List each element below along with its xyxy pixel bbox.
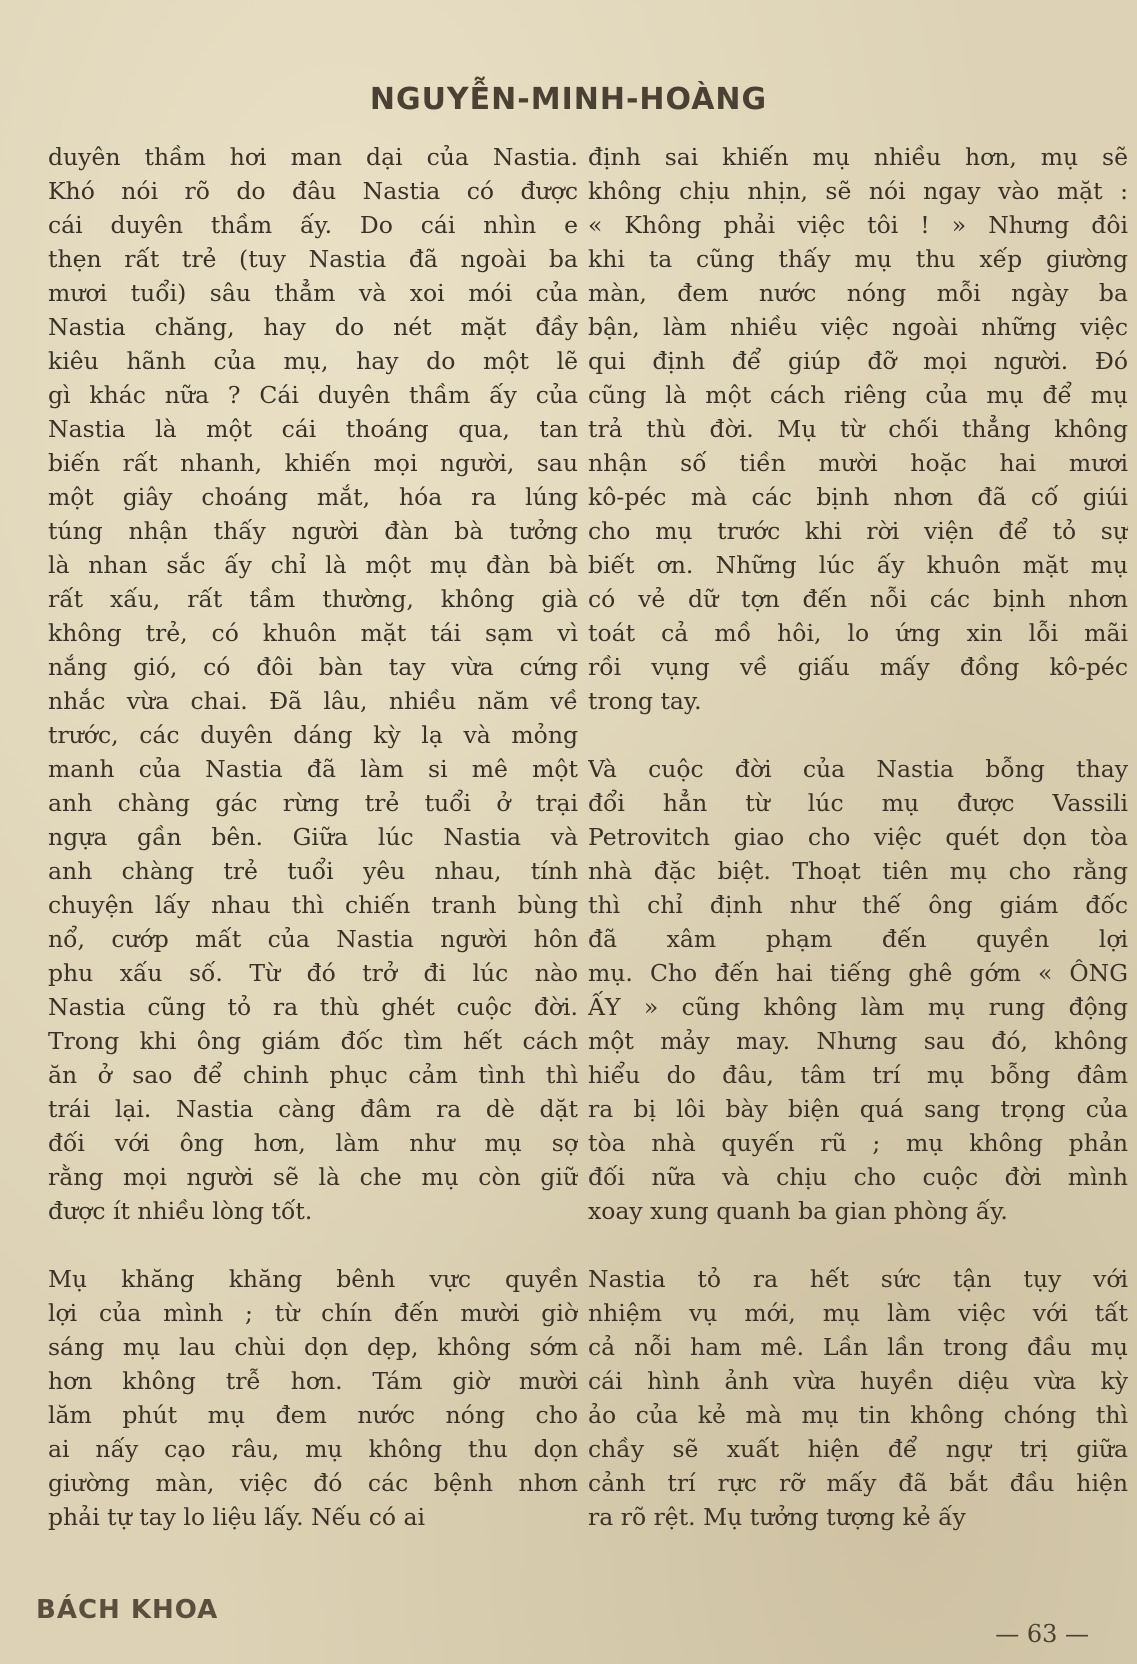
text-line: ảo của kẻ mà mụ tin không chóng thì <box>588 1401 1128 1429</box>
text-line: phải tự tay lo liệu lấy. Nếu có ai <box>48 1503 426 1531</box>
text-line: đã xâm phạm đến quyền lợi <box>588 925 1128 953</box>
paragraph-gap <box>588 1228 1128 1262</box>
text-line: xoay xung quanh ba gian phòng ấy. <box>588 1197 1008 1225</box>
page-number: — 63 — <box>995 1620 1089 1648</box>
text-line: nhắc vừa chai. Đã lâu, nhiều năm về <box>48 687 578 715</box>
text-line: nhiệm vụ mới, mụ làm việc với tất <box>588 1299 1128 1327</box>
text-line: toát cả mồ hôi, lo ứng xin lỗi mãi <box>588 619 1128 647</box>
text-line: rất xấu, rất tầm thường, không già <box>48 585 578 613</box>
text-line: một mảy may. Nhưng sau đó, không <box>588 1027 1128 1055</box>
text-line: trái lại. Nastia càng đâm ra dè dặt <box>48 1095 578 1123</box>
text-line: Nastia là một cái thoáng qua, tan <box>48 415 578 443</box>
text-line: « Không phải việc tôi ! » Nhưng đôi <box>588 211 1128 239</box>
text-line: gì khác nữa ? Cái duyên thầm ấy của <box>48 381 578 409</box>
text-line: biết ơn. Những lúc ấy khuôn mặt mụ <box>588 551 1128 579</box>
text-line: ai nấy cạo râu, mụ không thu dọn <box>48 1435 578 1463</box>
text-line: ra rõ rệt. Mụ tưởng tượng kẻ ấy <box>588 1503 966 1531</box>
right-column <box>588 140 1128 1534</box>
text-line: lăm phút mụ đem nước nóng cho <box>48 1401 578 1429</box>
text-line: được ít nhiều lòng tốt. <box>48 1197 313 1225</box>
text-line: nắng gió, có đôi bàn tay vừa cứng <box>48 653 578 681</box>
text-line: anh chàng gác rừng trẻ tuổi ở trại <box>48 789 578 817</box>
paragraph <box>588 140 1128 718</box>
text-line: qui định để giúp đỡ mọi người. Đó <box>588 347 1128 375</box>
text-line: chuyện lấy nhau thì chiến tranh bùng <box>48 891 578 919</box>
paragraph <box>588 752 1128 1228</box>
text-line: thì chỉ định như thế ông giám đốc <box>588 891 1128 919</box>
text-line: biến rất nhanh, khiến mọi người, sau <box>48 449 578 477</box>
text-line: nhà đặc biệt. Thoạt tiên mụ cho rằng <box>588 857 1128 885</box>
text-line: Nastia chăng, hay do nét mặt đầy <box>48 313 578 341</box>
paragraph-gap <box>48 1228 578 1262</box>
text-line: đổi hẳn từ lúc mụ được Vassili <box>588 789 1128 817</box>
text-line: tòa nhà quyến rũ ; mụ không phản <box>588 1129 1128 1157</box>
text-line: cả nỗi ham mê. Lần lần trong đầu mụ <box>588 1333 1128 1361</box>
text-line: kiêu hãnh của mụ, hay do một lẽ <box>48 347 578 375</box>
text-line: trước, các duyên dáng kỳ lạ và mỏng <box>48 721 578 749</box>
text-line: rằng mọi người sẽ là che mụ còn giữ <box>48 1163 578 1191</box>
text-line: phu xấu số. Từ đó trở đi lúc nào <box>48 959 578 987</box>
text-line: bận, làm nhiều việc ngoài những việc <box>588 313 1128 341</box>
text-line: túng nhận thấy người đàn bà tưởng <box>48 517 578 545</box>
text-line: cái duyên thầm ấy. Do cái nhìn e <box>48 211 578 239</box>
paragraph <box>588 1262 1128 1534</box>
text-line: đối với ông hơn, làm như mụ sợ <box>48 1129 578 1157</box>
text-line: ra bị lôi bày biện quá sang trọng của <box>588 1095 1128 1123</box>
text-line: thẹn rất trẻ (tuy Nastia đã ngoài ba <box>48 245 578 273</box>
text-line: rồi vụng về giấu mấy đồng kô-péc <box>588 653 1128 681</box>
text-line: không trẻ, có khuôn mặt tái sạm vì <box>48 619 578 647</box>
text-line: chầy sẽ xuất hiện để ngự trị giữa <box>588 1435 1128 1463</box>
text-line: ăn ở sao để chinh phục cảm tình thì <box>48 1061 578 1089</box>
text-line: Mụ khăng khăng bênh vực quyền <box>48 1265 578 1293</box>
text-line: định sai khiến mụ nhiều hơn, mụ sẽ <box>588 143 1128 171</box>
text-line: nhận số tiền mười hoặc hai mươi <box>588 449 1128 477</box>
text-line: khi ta cũng thấy mụ thu xếp giường <box>588 245 1128 273</box>
text-line: là nhan sắc ấy chỉ là một mụ đàn bà <box>48 551 578 579</box>
text-line: Nastia cũng tỏ ra thù ghét cuộc đời. <box>48 993 578 1021</box>
text-line: Petrovitch giao cho việc quét dọn tòa <box>588 823 1128 851</box>
text-line: một giây choáng mắt, hóa ra lúng <box>48 483 578 511</box>
text-line: anh chàng trẻ tuổi yêu nhau, tính <box>48 857 578 885</box>
text-line: giường màn, việc đó các bệnh nhơn <box>48 1469 578 1497</box>
text-line: lợi của mình ; từ chín đến mười giờ <box>48 1299 578 1327</box>
text-line: hơn không trễ hơn. Tám giờ mười <box>48 1367 578 1395</box>
text-line: hiểu do đâu, tâm trí mụ bỗng đâm <box>588 1061 1128 1089</box>
paragraph <box>48 1262 578 1534</box>
text-line: Và cuộc đời của Nastia bỗng thay <box>588 755 1128 783</box>
text-line: mụ. Cho đến hai tiếng ghê gớm « ÔNG <box>588 959 1128 987</box>
text-line: không chịu nhịn, sẽ nói ngay vào mặt : <box>588 177 1128 205</box>
magazine-name: BÁCH KHOA <box>36 1595 219 1625</box>
text-line: trong tay. <box>588 687 702 715</box>
left-column <box>48 140 578 1534</box>
text-line: cho mụ trước khi rời viện để tỏ sự <box>588 517 1128 545</box>
text-line: ngựa gần bên. Giữa lúc Nastia và <box>48 823 578 851</box>
text-line: Khó nói rõ do đâu Nastia có được <box>48 177 578 205</box>
text-line: Trong khi ông giám đốc tìm hết cách <box>48 1027 578 1055</box>
text-line: cảnh trí rực rỡ mấy đã bắt đầu hiện <box>588 1469 1128 1497</box>
text-line: manh của Nastia đã làm si mê một <box>48 755 578 783</box>
text-line: Nastia tỏ ra hết sức tận tụy với <box>588 1265 1128 1293</box>
text-line: ẤY » cũng không làm mụ rung động <box>588 993 1128 1021</box>
text-line: sáng mụ lau chùi dọn dẹp, không sớm <box>48 1333 578 1361</box>
text-line: nổ, cướp mất của Nastia người hôn <box>48 925 578 953</box>
paragraph-gap <box>588 718 1128 752</box>
paragraph <box>48 140 578 1228</box>
text-line: trả thù đời. Mụ từ chối thẳng không <box>588 415 1128 443</box>
text-line: cái hình ảnh vừa huyền diệu vừa kỳ <box>588 1367 1128 1395</box>
text-line: màn, đem nước nóng mỗi ngày ba <box>588 279 1128 307</box>
text-line: duyên thầm hơi man dại của Nastia. <box>48 143 578 171</box>
running-head: NGUYỄN-MINH-HOÀNG <box>369 82 768 117</box>
text-line: mươi tuổi) sâu thẳm và xoi mói của <box>48 279 578 307</box>
text-line: đối nữa và chịu cho cuộc đời mình <box>588 1163 1128 1191</box>
text-line: kô-péc mà các bịnh nhơn đã cố giúi <box>588 483 1128 511</box>
text-line: cũng là một cách riêng của mụ để mụ <box>588 381 1128 409</box>
text-line: có vẻ dữ tợn đến nỗi các bịnh nhơn <box>588 585 1128 613</box>
